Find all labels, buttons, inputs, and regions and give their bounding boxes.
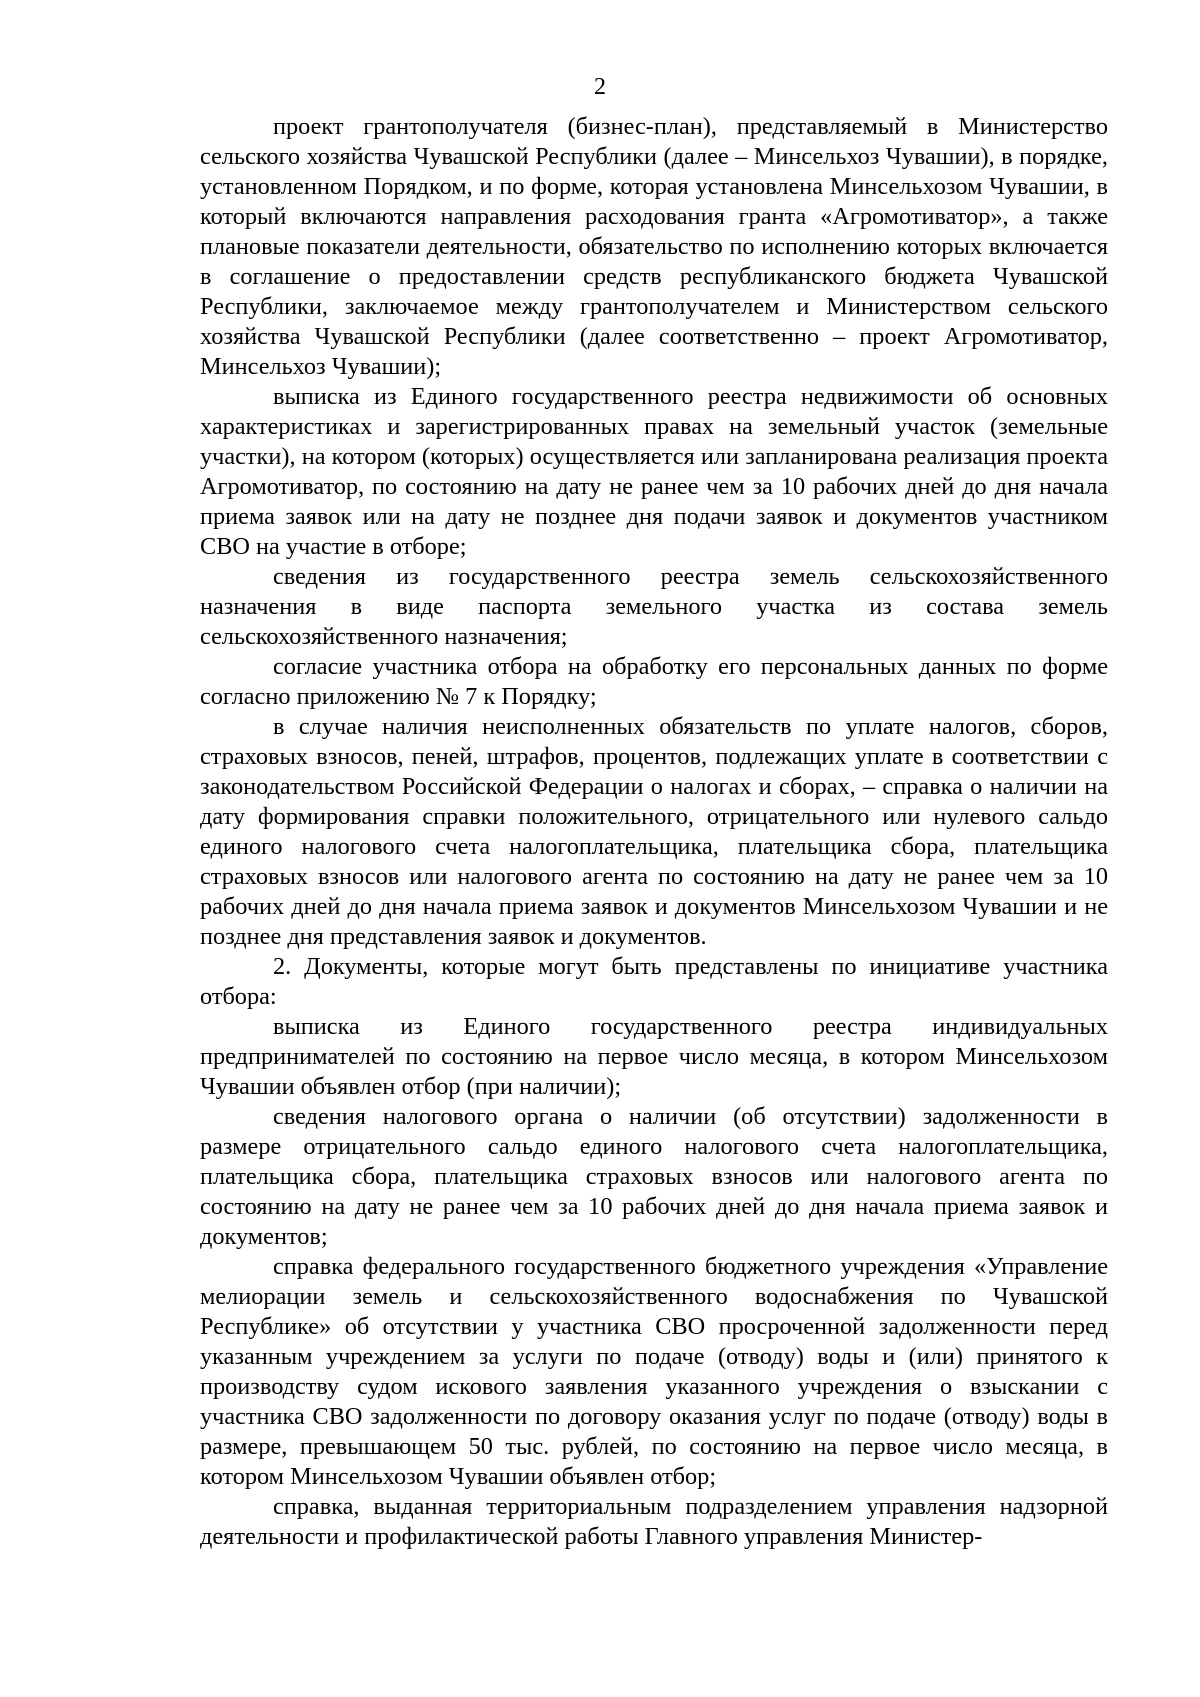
paragraph-entrepreneur-extract: выписка из Единого государственного реестра индивидуальных предпринимателей по состоянию на первое число месяца, в котором Минсельхозом Чувашии объявлен отбор (при наличии); bbox=[200, 1013, 1108, 1100]
paragraph-melioration-certificate: справка федерального государственного бюджетного учреждения «Управление мелиорации земель и сельскохозяйственного водоснабжения по Чувашской Республике» об отсутствии у участника СВО просроченной задолженности перед указанным учреждением за услуги по подаче (отводу) воды и (или) принятого к производству судом искового заявления указанного учреждения о взыскании с участника СВО задолженности по договору оказания услуг по подаче (отводу) воды в размере, превышающем 50 тыс. рублей, по состоянию на первое число месяца, в котором Минсельхозом Чувашии объявлен отбор; bbox=[200, 1253, 1108, 1490]
paragraph-real-estate-extract: выписка из Единого государственного реестра недвижимости об основных характеристиках и зарегистрированных правах на земельный участок (земельные участки), на котором (которых) осуществляется или запланирована реализация проекта Агромотиватор, по состоянию на дату не ранее чем за 10 рабочих дней до дня начала приема заявок или на дату не позднее дня подачи заявок и документов участником СВО на участие в отборе; bbox=[200, 383, 1108, 560]
paragraph-supervision-certificate: справка, выданная территориальным подразделением управления надзорной деятельности и профилактической работы Главного управления Министер- bbox=[200, 1493, 1108, 1550]
paragraph-tax-debt-info: сведения налогового органа о наличии (об отсутствии) задолженности в размере отрицательного сальдо единого налогового счета налогоплательщика, плательщика сбора, плательщика страховых взносов или налогового агента по состоянию на дату не ранее чем за 10 рабочих дней до дня начала приема заявок и документов; bbox=[200, 1103, 1108, 1250]
paragraph-personal-data-consent: согласие участника отбора на обработку его персональных данных по форме согласно приложению № 7 к Порядку; bbox=[200, 653, 1108, 710]
paragraph-grant-project: проект грантополучателя (бизнес-план), представляемый в Министерство сельского хозяйства Чувашской Республики (далее – Минсельхоз Чувашии), в порядке, установленном Порядком, и по форме, которая установлена Минсельхозом Чувашии, в который включаются направления расходования гранта «Агромотиватор», а также плановые показатели деятельности, обязательство по исполнению которых включается в соглашение о предоставлении средств республиканского бюджета Чувашской Республики, заключаемое между грантополучателем и Министерством сельского хозяйства Чувашской Республики (далее соответственно – проект Агромотиватор, Минсельхоз Чувашии); bbox=[200, 113, 1108, 380]
paragraph-tax-certificate: в случае наличия неисполненных обязательств по уплате налогов, сборов, страховых взносов, пеней, штрафов, процентов, подлежащих уплате в соответствии с законодательством Российской Федерации о налогах и сборах, – справка о наличии на дату формирования справки положительного, отрицательного или нулевого сальдо единого налогового счета налогоплательщика, плательщика сбора, плательщика страховых взносов или налогового агента по состоянию на дату не ранее чем за 10 рабочих дней до дня начала приема заявок и документов Минсельхозом Чувашии и не позднее дня представления заявок и документов. bbox=[200, 713, 1108, 950]
page-number: 2 bbox=[594, 74, 606, 100]
document-body bbox=[200, 112, 1108, 1552]
paragraph-land-registry: сведения из государственного реестра земель сельскохозяйственного назначения в виде паспорта земельного участка из состава земель сельскохозяйственного назначения; bbox=[200, 563, 1108, 650]
paragraph-section-2-heading: 2. Документы, которые могут быть представлены по инициативе участника отбора: bbox=[200, 953, 1108, 1010]
